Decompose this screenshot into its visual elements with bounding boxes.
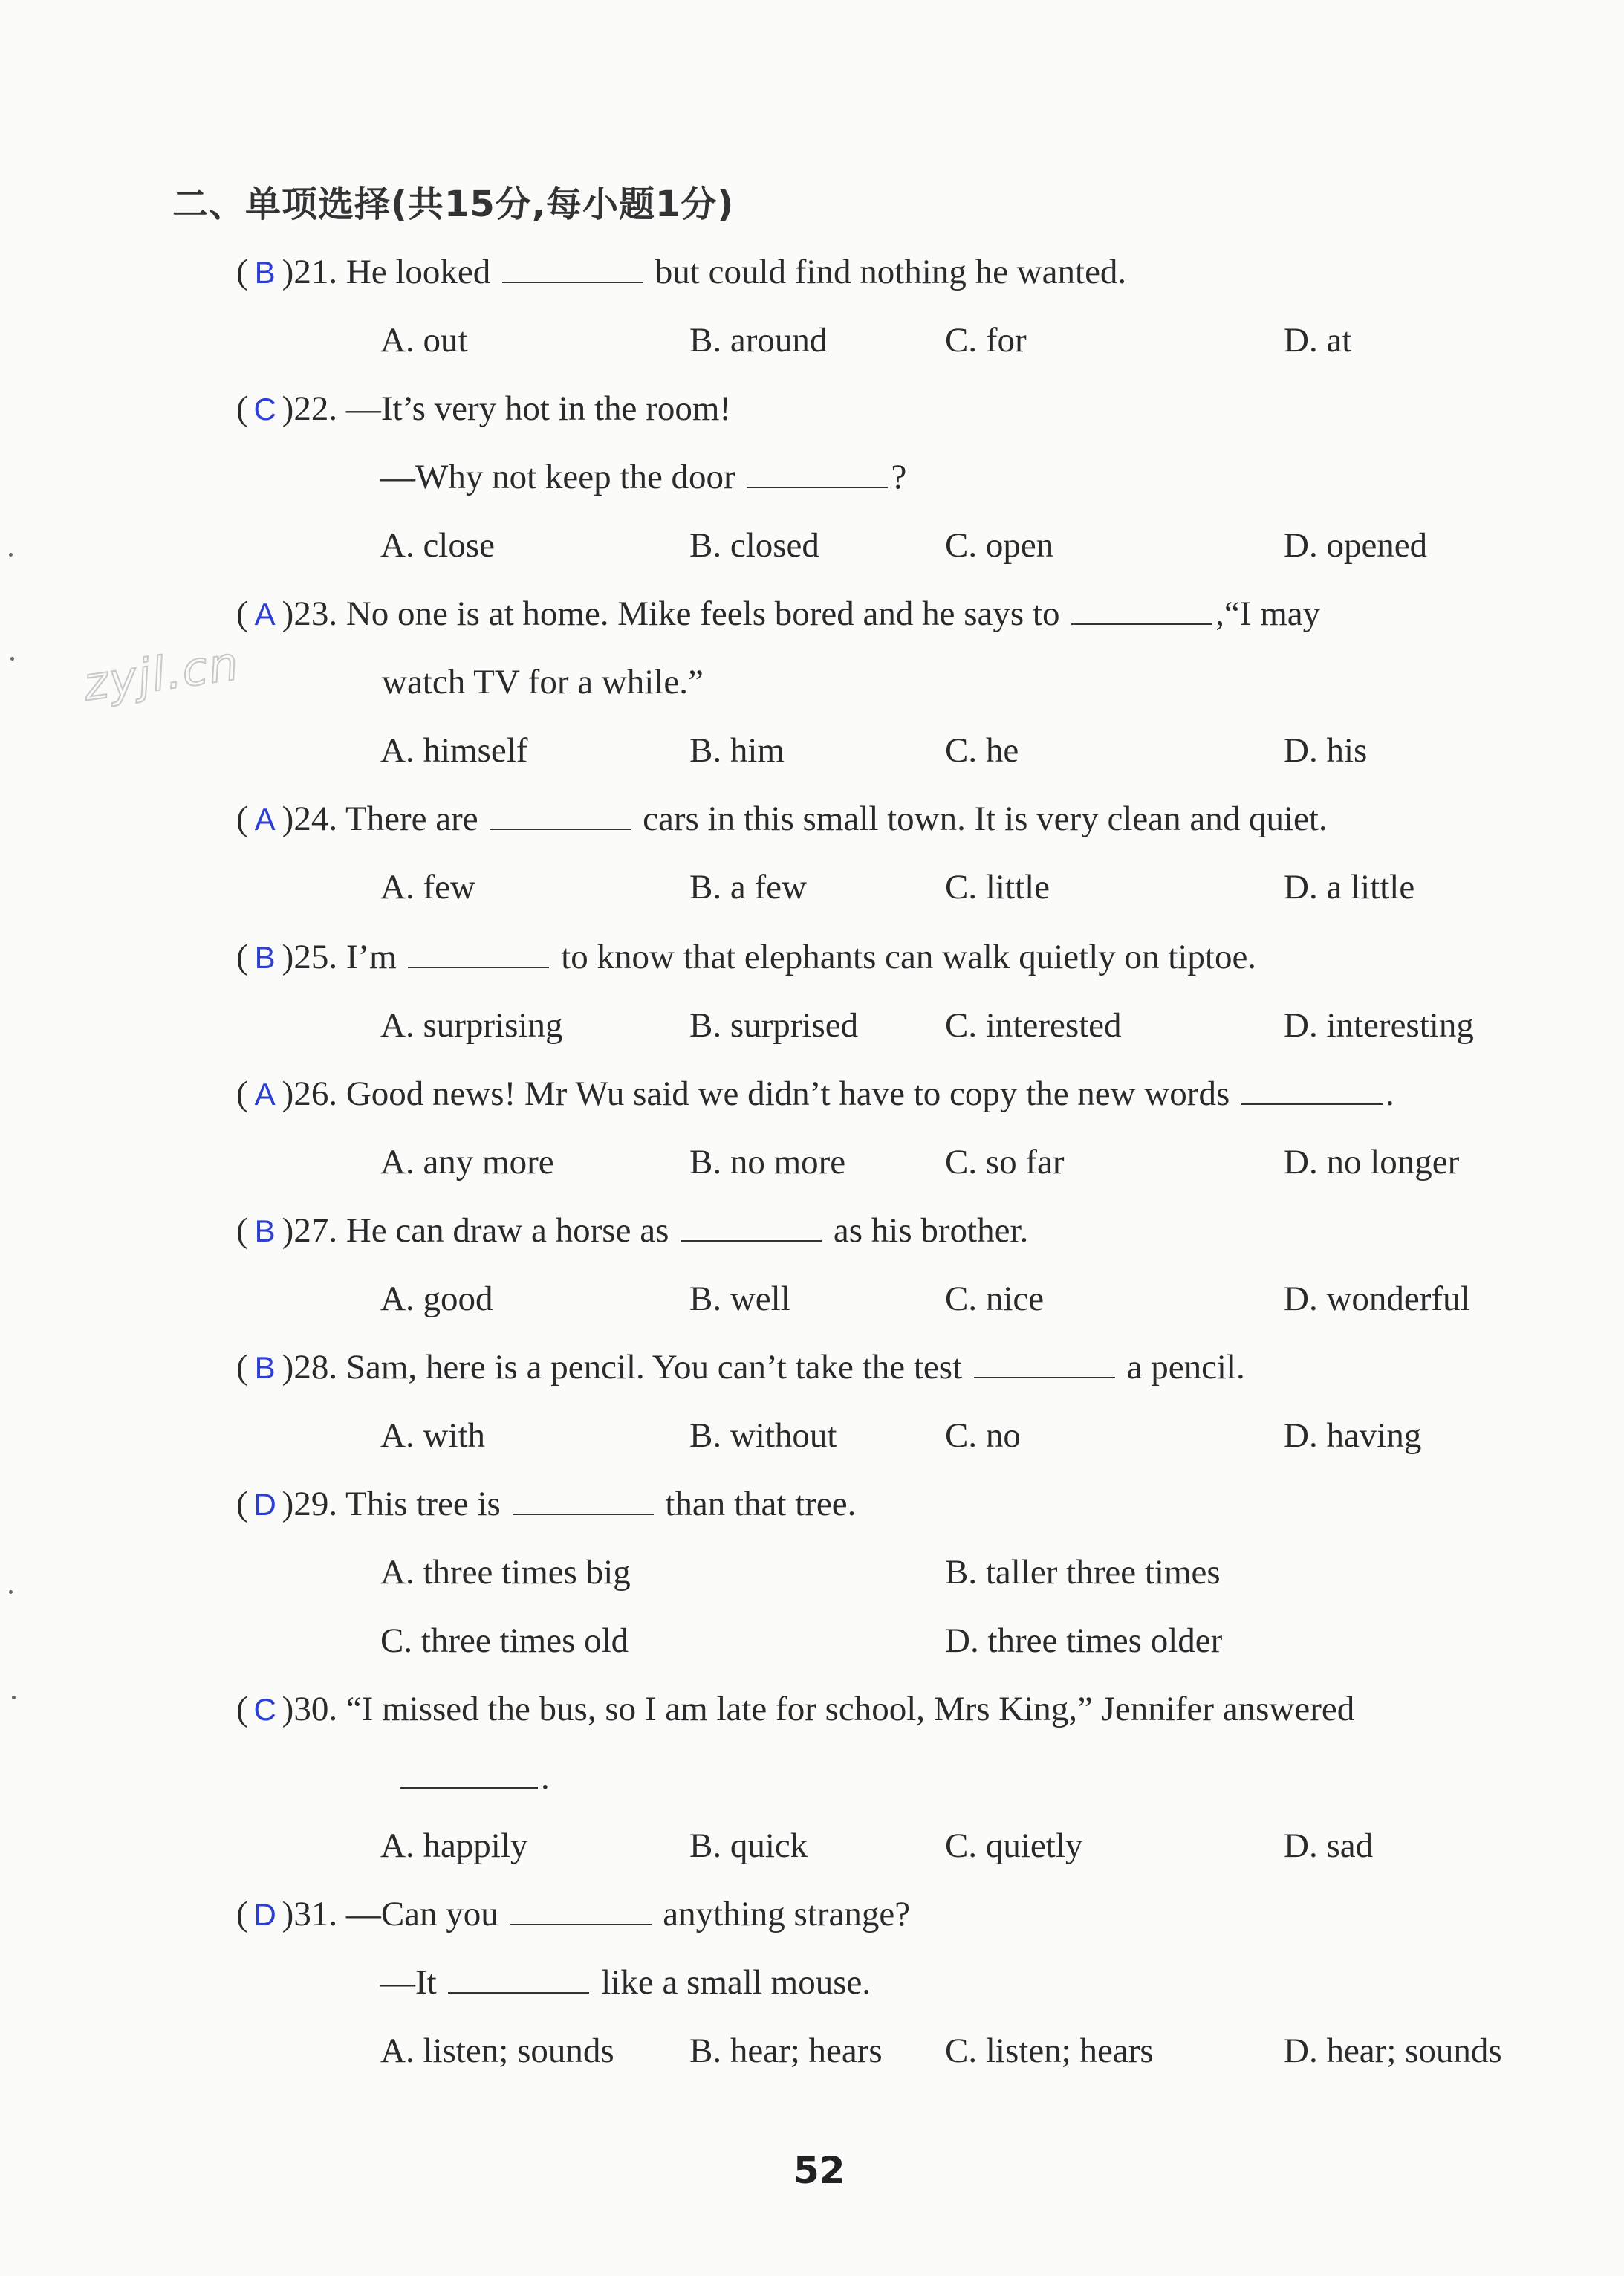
question-28: ( B )28. Sam, here is a pencil. You can’t take the test a pencil. — [236, 1345, 1245, 1390]
blank — [408, 940, 549, 968]
option: C. open — [945, 526, 1054, 565]
section-title: 二、单项选择(共15分,每小题1分) — [172, 184, 735, 225]
option: A. listen; sounds — [380, 2032, 614, 2070]
blank — [747, 460, 888, 488]
option: D. having — [1284, 1416, 1422, 1455]
question-27: ( B )27. He can draw a horse as as his brother. — [236, 1208, 1028, 1254]
page-number: 52 — [793, 2149, 845, 2192]
option: D. no longer — [1284, 1143, 1460, 1181]
option: B. a few — [689, 868, 807, 907]
option: D. opened — [1284, 526, 1428, 565]
answer-25: B — [254, 940, 276, 975]
question-25: ( B )25. I’m to know that elephants can walk quietly on tiptoe. — [236, 935, 1256, 980]
scan-speck — [12, 1696, 16, 1699]
blank — [400, 1760, 538, 1789]
option: A. himself — [380, 731, 528, 770]
question-23-line2: watch TV for a while.” — [382, 663, 704, 701]
scan-speck — [9, 553, 13, 557]
option: C. three times old — [380, 1621, 629, 1660]
scan-speck — [9, 1590, 13, 1594]
option: B. him — [689, 731, 785, 770]
answer-22: C — [253, 392, 276, 427]
option: B. hear; hears — [689, 2032, 883, 2070]
option: B. closed — [689, 526, 819, 565]
answer-26: A — [254, 1077, 276, 1112]
option: B. surprised — [689, 1006, 859, 1045]
option: D. three times older — [945, 1621, 1223, 1660]
blank — [448, 1965, 589, 1994]
option: D. hear; sounds — [1284, 2032, 1502, 2070]
answer-30: C — [253, 1692, 276, 1727]
answer-27: B — [254, 1213, 276, 1248]
option: C. quietly — [945, 1826, 1083, 1865]
option: A. out — [380, 321, 468, 360]
option: B. well — [689, 1280, 790, 1318]
answer-23: A — [254, 597, 276, 632]
option: C. for — [945, 321, 1027, 360]
option: A. with — [380, 1416, 485, 1455]
option: D. interesting — [1284, 1006, 1474, 1045]
question-29: ( D )29. This tree is than that tree. — [236, 1482, 856, 1527]
option: D. wonderful — [1284, 1280, 1470, 1318]
option: A. surprising — [380, 1006, 563, 1045]
question-30-line2: . — [397, 1755, 550, 1800]
question-21: ( B )21. He looked but could find nothing he wanted. — [236, 250, 1126, 295]
question-31: ( D )31. —Can you anything strange? — [236, 1892, 910, 1937]
question-22: ( C )22. —It’s very hot in the room! — [236, 386, 731, 432]
option: A. good — [380, 1280, 493, 1318]
blank — [502, 255, 643, 283]
option: A. any more — [380, 1143, 554, 1181]
option: B. no more — [689, 1143, 846, 1181]
option: D. at — [1284, 321, 1352, 360]
answer-28: B — [254, 1350, 276, 1385]
blank — [1071, 597, 1212, 625]
option: B. taller three times — [945, 1553, 1221, 1592]
option: B. without — [689, 1416, 837, 1455]
option: D. sad — [1284, 1826, 1374, 1865]
option: C. so far — [945, 1143, 1065, 1181]
option: D. his — [1284, 731, 1368, 770]
question-23: ( A )23. No one is at home. Mike feels bored and he says to ,“I may — [236, 591, 1320, 637]
option: B. around — [689, 321, 828, 360]
option: C. listen; hears — [945, 2032, 1154, 2070]
option: C. nice — [945, 1280, 1045, 1318]
answer-31: D — [253, 1897, 276, 1932]
blank — [974, 1350, 1115, 1378]
question-26: ( A )26. Good news! Mr Wu said we didn’t have to copy the new words . — [236, 1071, 1394, 1117]
option: B. quick — [689, 1826, 808, 1865]
option: D. a little — [1284, 868, 1415, 907]
option: C. he — [945, 731, 1019, 770]
blank — [490, 802, 631, 830]
question-31-line2: —It like a small mouse. — [380, 1963, 871, 2002]
scan-speck — [10, 657, 14, 661]
answer-29: D — [253, 1487, 276, 1522]
question-30: ( C )30. “I missed the bus, so I am late for school, Mrs King,” Jennifer answered — [236, 1687, 1354, 1732]
option: A. three times big — [380, 1553, 631, 1592]
question-24: ( A )24. There are cars in this small town. It is very clean and quiet. — [236, 797, 1328, 842]
option: A. close — [380, 526, 496, 565]
option: A. happily — [380, 1826, 528, 1865]
question-22-line2: —Why not keep the door ? — [380, 458, 907, 496]
answer-21: B — [254, 255, 276, 290]
blank — [681, 1213, 822, 1242]
blank — [1241, 1077, 1383, 1105]
answer-24: A — [254, 802, 276, 837]
blank — [510, 1897, 652, 1925]
option: C. no — [945, 1416, 1021, 1455]
option: A. few — [380, 868, 475, 907]
watermark: zyjl.cn — [79, 635, 243, 712]
blank — [513, 1487, 654, 1515]
option: C. little — [945, 868, 1050, 907]
option: C. interested — [945, 1006, 1122, 1045]
